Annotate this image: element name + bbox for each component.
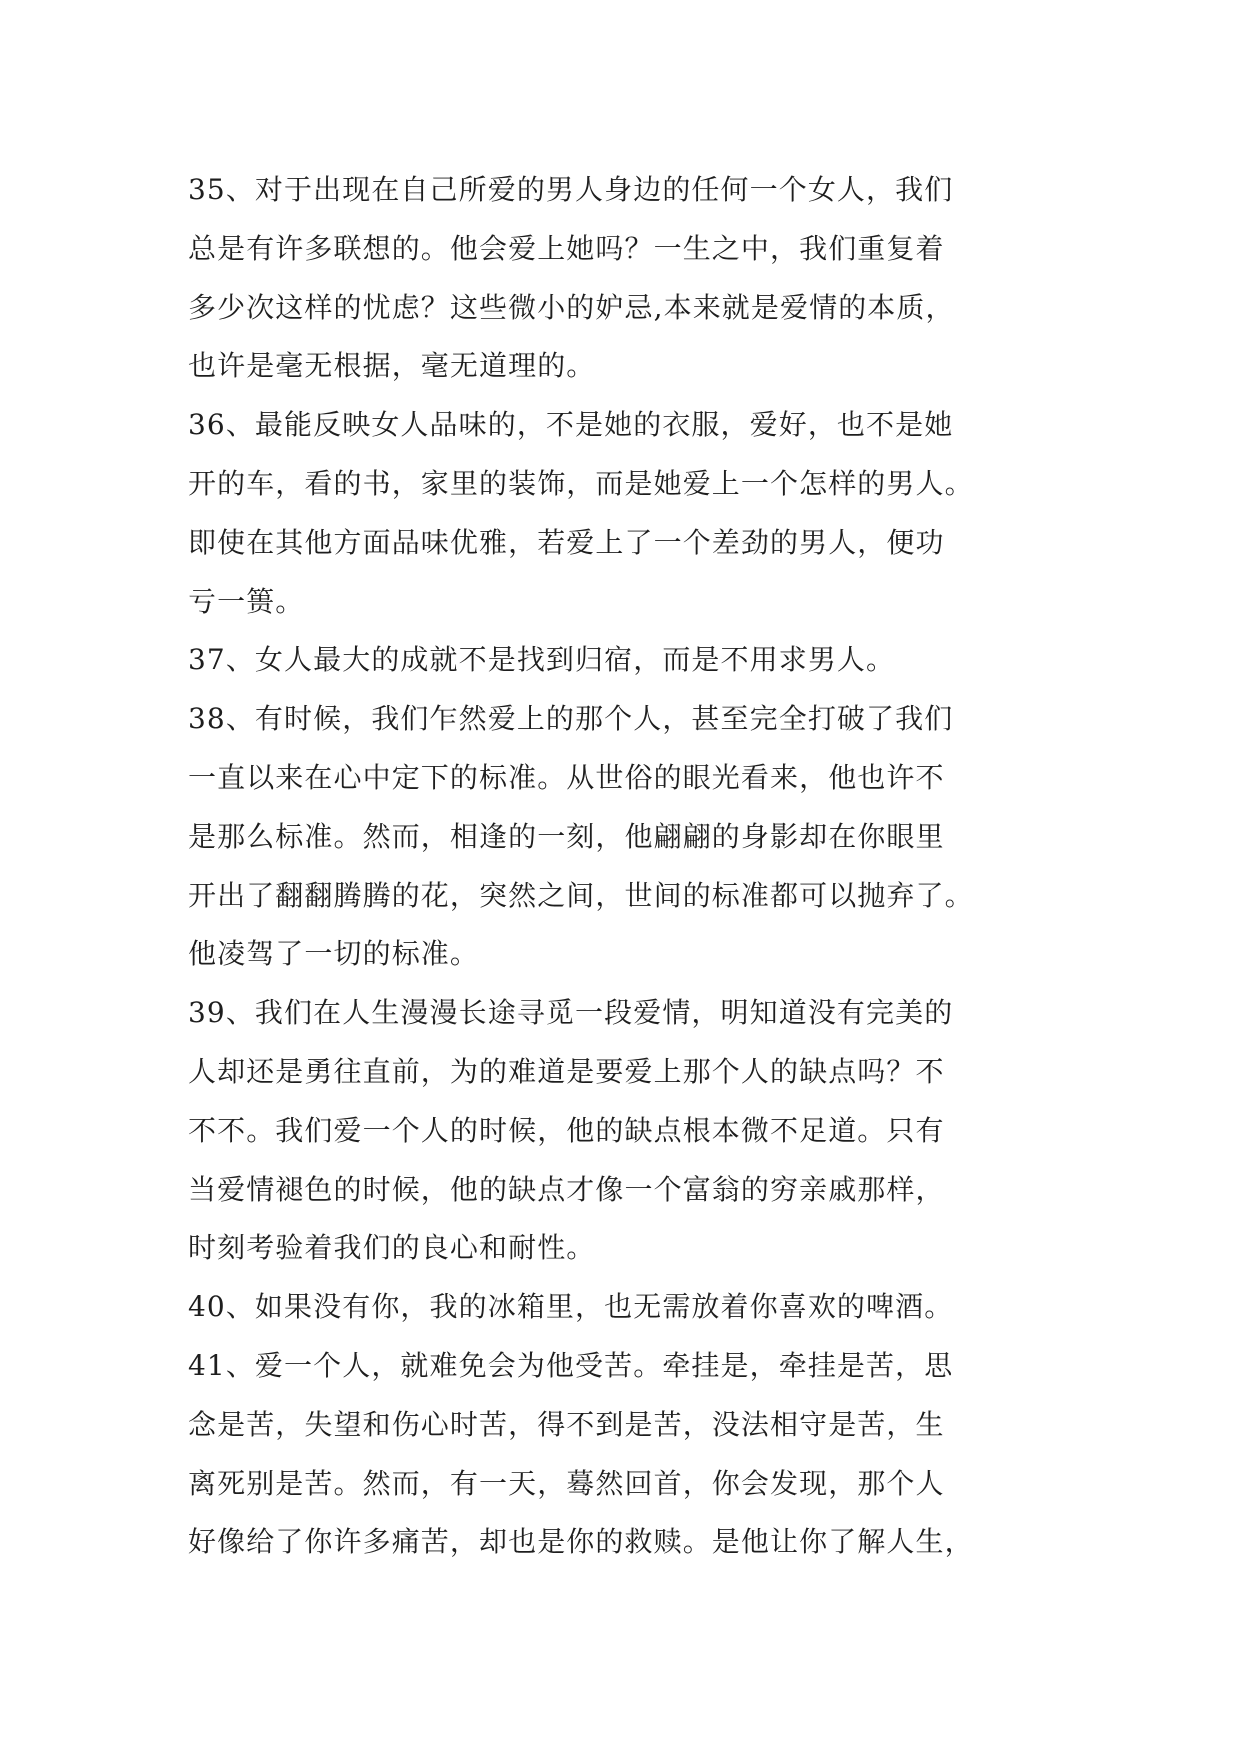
text-line: 念是苦，失望和伤心时苦，得不到是苦，没法相守是苦，生	[188, 1407, 945, 1441]
text-line: 也许是毫无根据，毫无道理的。	[188, 349, 596, 383]
text-line: 36、最能反映女人品味的，不是她的衣服，爱好，也不是她	[188, 408, 954, 442]
text-line: 亏一篑。	[188, 584, 305, 618]
document-body	[188, 161, 1088, 1572]
text-line: 开的车，看的书，家里的装饰，而是她爱上一个怎样的男人。	[188, 466, 974, 500]
text-line: 37、女人最大的成就不是找到归宿，而是不用求男人。	[188, 643, 896, 677]
text-line: 当爱情褪色的时候，他的缺点才像一个富翁的穷亲戚那样，	[188, 1172, 945, 1206]
text-line: 是那么标准。然而，相逢的一刻，他翩翩的身影却在你眼里	[188, 819, 945, 853]
text-line: 不不。我们爱一个人的时候，他的缺点根本微不足道。只有	[188, 1113, 945, 1147]
text-line: 时刻考验着我们的良心和耐性。	[188, 1231, 596, 1265]
text-line: 好像给了你许多痛苦，却也是你的救赎。是他让你了解人生，	[188, 1525, 974, 1559]
text-line: 39、我们在人生漫漫长途寻觅一段爱情，明知道没有完美的	[188, 996, 954, 1030]
text-line: 人却还是勇往直前，为的难道是要爱上那个人的缺点吗？不	[188, 1054, 945, 1088]
text-line: 41、爱一个人，就难免会为他受苦。牵挂是，牵挂是苦，思	[188, 1348, 954, 1382]
text-line: 他凌驾了一切的标准。	[188, 937, 480, 971]
text-line: 即使在其他方面品味优雅，若爱上了一个差劲的男人，便功	[188, 525, 945, 559]
text-line: 多少次这样的忧虑？这些微小的妒忌,本来就是爱情的本质，	[188, 290, 955, 324]
text-line: 一直以来在心中定下的标准。从世俗的眼光看来，他也许不	[188, 760, 945, 794]
text-line: 35、对于出现在自己所爱的男人身边的任何一个女人，我们	[188, 173, 954, 206]
text-line: 总是有许多联想的。他会爱上她吗？一生之中，我们重复着	[188, 231, 945, 265]
text-line: 40、如果没有你，我的冰箱里，也无需放着你喜欢的啤酒。	[188, 1290, 954, 1324]
text-line: 离死别是苦。然而，有一天，蓦然回首，你会发现，那个人	[188, 1466, 945, 1500]
text-line: 38、有时候，我们乍然爱上的那个人，甚至完全打破了我们	[188, 702, 954, 736]
text-line: 开出了翻翻腾腾的花，突然之间，世间的标准都可以抛弃了。	[188, 878, 974, 912]
